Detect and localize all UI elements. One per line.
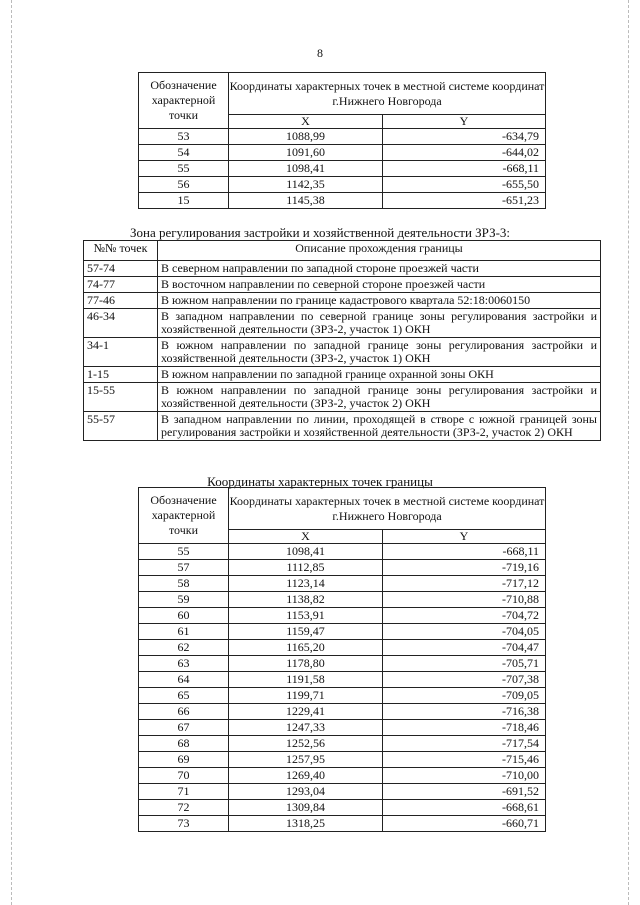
coordinates-table-2 [138, 487, 546, 832]
x-cell: 1293,04 [229, 784, 383, 800]
points-cell: 46-34 [84, 309, 158, 338]
description-cell: В северном направлении по западной стороне проезжей части [158, 261, 601, 277]
y-cell: -704,47 [383, 640, 546, 656]
y-cell: -691,52 [383, 784, 546, 800]
point-cell: 55 [139, 161, 229, 177]
y-cell: -705,71 [383, 656, 546, 672]
point-cell: 70 [139, 768, 229, 784]
x-cell: 1318,25 [229, 816, 383, 832]
x-cell: 1199,71 [229, 688, 383, 704]
table-row [139, 624, 546, 640]
table-row [139, 736, 546, 752]
table-row [84, 367, 601, 383]
y-cell: -704,05 [383, 624, 546, 640]
point-cell: 56 [139, 177, 229, 193]
point-cell: 60 [139, 608, 229, 624]
x-cell: 1138,82 [229, 592, 383, 608]
designation-header: Обозначение характерной точки [139, 73, 229, 129]
y-cell: -660,71 [383, 816, 546, 832]
y-cell: -668,61 [383, 800, 546, 816]
description-cell: В западном направлении по северной границе зоны регулирования застройки и хозяйственной деятельности (ЗРЗ-2, участок 1) ОКН [158, 309, 601, 338]
table-row [139, 704, 546, 720]
y-cell: -644,02 [383, 145, 546, 161]
x-cell: 1159,47 [229, 624, 383, 640]
y-cell: -668,11 [383, 161, 546, 177]
x-cell: 1252,56 [229, 736, 383, 752]
designation-header: Обозначение характерной точки [139, 488, 229, 544]
table-row [139, 161, 546, 177]
x-cell: 1178,80 [229, 656, 383, 672]
point-cell: 66 [139, 704, 229, 720]
point-cell: 57 [139, 560, 229, 576]
description-header: Описание прохождения границы [158, 241, 601, 261]
y-cell: -718,46 [383, 720, 546, 736]
table-row [139, 544, 546, 560]
x-cell: 1091,60 [229, 145, 383, 161]
y-header: Y [383, 530, 546, 544]
description-cell: В южном направлении по границе кадастрового квартала 52:18:0060150 [158, 293, 601, 309]
table-header-row [84, 241, 601, 261]
table-row [139, 720, 546, 736]
point-cell: 54 [139, 145, 229, 161]
table-row [84, 338, 601, 367]
x-cell: 1112,85 [229, 560, 383, 576]
scan-edge-right [628, 0, 629, 905]
x-cell: 1088,99 [229, 129, 383, 145]
table-row [139, 752, 546, 768]
point-cell: 73 [139, 816, 229, 832]
coords-title-header: Координаты характерных точек в местной системе координат г.Нижнего Новгорода [229, 488, 546, 530]
x-cell: 1098,41 [229, 161, 383, 177]
table-row [139, 576, 546, 592]
x-cell: 1098,41 [229, 544, 383, 560]
y-cell: -707,38 [383, 672, 546, 688]
x-header: X [229, 115, 383, 129]
y-cell: -716,38 [383, 704, 546, 720]
point-cell: 71 [139, 784, 229, 800]
coords-heading: Координаты характерных точек границы [207, 474, 433, 489]
y-cell: -651,23 [383, 193, 546, 209]
table-row [139, 177, 546, 193]
x-cell: 1309,84 [229, 800, 383, 816]
y-cell: -634,79 [383, 129, 546, 145]
table-row [139, 592, 546, 608]
points-cell: 55-57 [84, 412, 158, 441]
x-cell: 1269,40 [229, 768, 383, 784]
coordinates-table-1 [138, 72, 546, 209]
x-cell: 1247,33 [229, 720, 383, 736]
page-number: 8 [317, 46, 323, 60]
table-row [139, 784, 546, 800]
y-cell: -710,88 [383, 592, 546, 608]
table-row [139, 768, 546, 784]
table-row [84, 261, 601, 277]
y-cell: -709,05 [383, 688, 546, 704]
table-row [139, 656, 546, 672]
table-header-row [139, 73, 546, 115]
point-cell: 58 [139, 576, 229, 592]
x-cell: 1123,14 [229, 576, 383, 592]
y-cell: -710,00 [383, 768, 546, 784]
x-cell: 1153,91 [229, 608, 383, 624]
x-cell: 1257,95 [229, 752, 383, 768]
table-row [84, 309, 601, 338]
point-cell: 67 [139, 720, 229, 736]
table-row [84, 293, 601, 309]
y-cell: -715,46 [383, 752, 546, 768]
points-cell: 74-77 [84, 277, 158, 293]
x-cell: 1145,38 [229, 193, 383, 209]
point-cell: 72 [139, 800, 229, 816]
y-cell: -717,54 [383, 736, 546, 752]
points-cell: 34-1 [84, 338, 158, 367]
y-header: Y [383, 115, 546, 129]
points-cell: 1-15 [84, 367, 158, 383]
description-cell: В южном направлении по западной границе охранной зоны ОКН [158, 367, 601, 383]
x-header: X [229, 530, 383, 544]
coords-title-header: Координаты характерных точек в местной системе координат г.Нижнего Новгорода [229, 73, 546, 115]
description-cell: В южном направлении по западной границе зоны регулирования застройки и хозяйственной деятельности (ЗРЗ-2, участок 1) ОКН [158, 338, 601, 367]
x-cell: 1142,35 [229, 177, 383, 193]
table-row [139, 688, 546, 704]
y-cell: -668,11 [383, 544, 546, 560]
y-cell: -719,16 [383, 560, 546, 576]
x-cell: 1191,58 [229, 672, 383, 688]
description-cell: В южном направлении по западной границе зоны регулирования застройки и хозяйственной деятельности (ЗРЗ-2, участок 2) ОКН [158, 383, 601, 412]
table-row [139, 129, 546, 145]
table-row [139, 560, 546, 576]
table-row [139, 672, 546, 688]
point-cell: 69 [139, 752, 229, 768]
point-cell: 59 [139, 592, 229, 608]
point-cell: 61 [139, 624, 229, 640]
table-row [84, 412, 601, 441]
y-cell: -704,72 [383, 608, 546, 624]
zone-heading: Зона регулирования застройки и хозяйственной деятельности ЗРЗ-3: [129, 225, 511, 240]
y-cell: -655,50 [383, 177, 546, 193]
point-cell: 68 [139, 736, 229, 752]
x-cell: 1229,41 [229, 704, 383, 720]
table-row [84, 277, 601, 293]
point-cell: 65 [139, 688, 229, 704]
table-header-row [139, 488, 546, 530]
table-row [139, 800, 546, 816]
points-header: №№ точек [84, 241, 158, 261]
table-row [139, 608, 546, 624]
description-cell: В восточном направлении по северной стороне проезжей части [158, 277, 601, 293]
points-cell: 57-74 [84, 261, 158, 277]
point-cell: 55 [139, 544, 229, 560]
points-cell: 77-46 [84, 293, 158, 309]
points-cell: 15-55 [84, 383, 158, 412]
point-cell: 53 [139, 129, 229, 145]
description-cell: В западном направлении по линии, проходящей в створе с южной границей зоны регулирования застройки и хозяйственной деятельности (ЗРЗ-2, участок 2) ОКН [158, 412, 601, 441]
point-cell: 62 [139, 640, 229, 656]
point-cell: 15 [139, 193, 229, 209]
point-cell: 64 [139, 672, 229, 688]
x-cell: 1165,20 [229, 640, 383, 656]
zone-boundary-table [83, 240, 601, 441]
table-row [139, 640, 546, 656]
table-row [139, 145, 546, 161]
table-row [84, 383, 601, 412]
scan-edge-left [11, 0, 12, 905]
table-row [139, 193, 546, 209]
point-cell: 63 [139, 656, 229, 672]
table-row [139, 816, 546, 832]
y-cell: -717,12 [383, 576, 546, 592]
